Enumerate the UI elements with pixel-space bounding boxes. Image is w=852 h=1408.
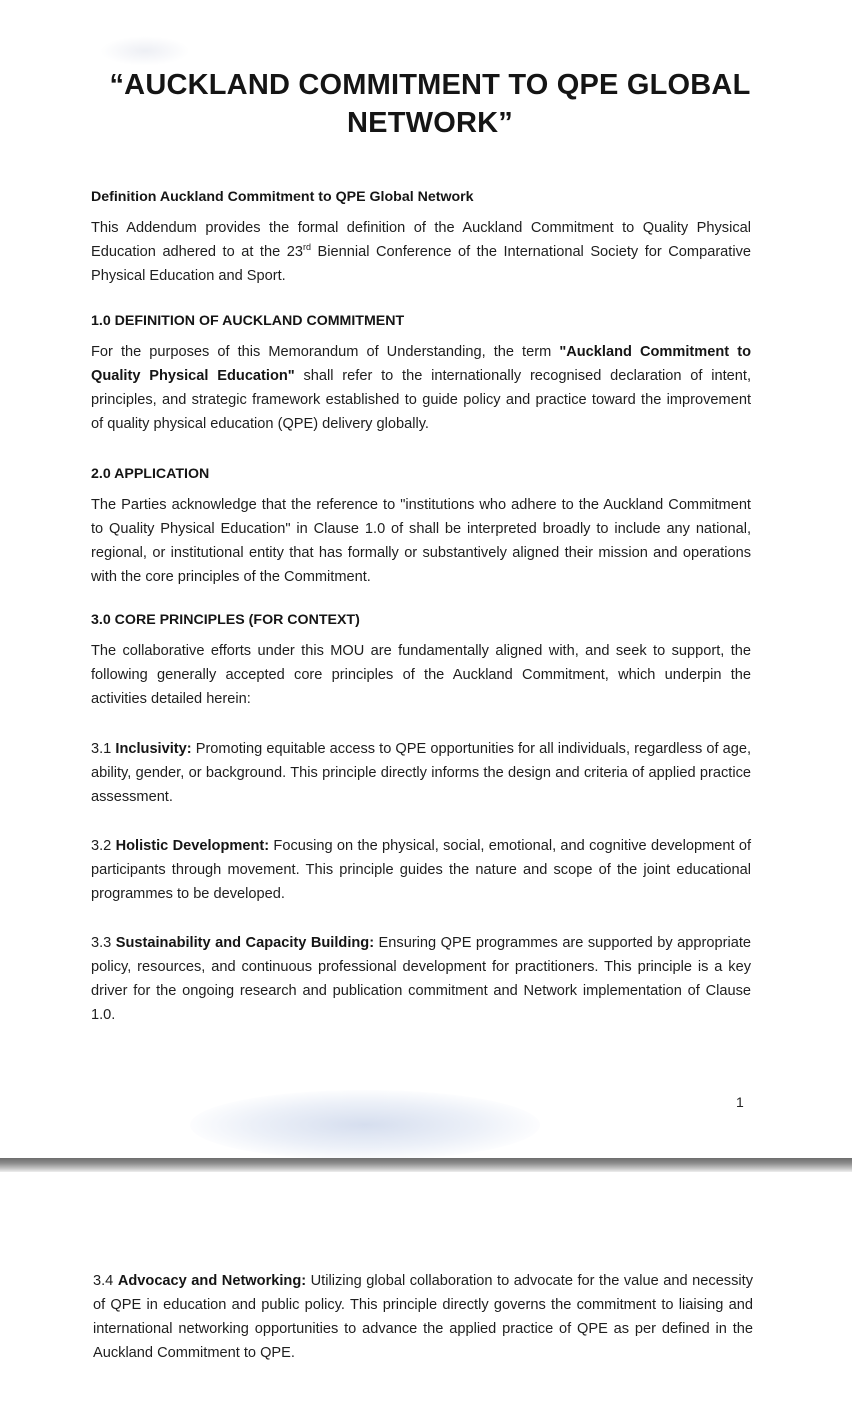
principle-3-4: 3.4 Advocacy and Networking: Utilizing global collaboration to advocate for the value and necessity of QPE in education and public policy. This principle directly governs the commitment to liaising and international networking opportunities to advance the applied practice of QPE as per defined in the Auckland Commitment to QPE.	[93, 1273, 753, 1361]
page-number: 1	[736, 1094, 744, 1110]
principle-3-1: 3.1 Inclusivity: Promoting equitable access to QPE opportunities for all individuals, regardless of age, ability, gender, or background. This principle directly informs the design and criteria of applied practice assessment.	[91, 741, 751, 805]
section-1-heading: 1.0 DEFINITION OF AUCKLAND COMMITMENT	[91, 313, 405, 329]
definition-paragraph: This Addendum provides the formal definition of the Auckland Commitment to Quality Physical Education adhered to at the 23rd Biennial Conference of the International Society for Comparative Physical Education and Sport.	[91, 220, 752, 284]
principle-3-2: 3.2 Holistic Development: Focusing on the physical, social, emotional, and cognitive development of participants through movement. This principle guides the nature and scope of the joint educational programmes to be developed.	[91, 838, 751, 902]
section-3	[91, 610, 751, 711]
scan-smudge	[100, 36, 190, 66]
section-1	[91, 311, 751, 436]
document-page-2	[0, 1172, 852, 1408]
section-1-paragraph: For the purposes of this Memorandum of Understanding, the term "Auckland Commitment to Quality Physical Education" shall refer to the internationally recognised declaration of intent, principles, and strategic framework established to guide policy and practice toward the improvement of quality physical education (QPE) delivery globally.	[91, 344, 751, 432]
page-divider	[0, 1158, 852, 1172]
section-2-heading: 2.0 APPLICATION	[91, 466, 210, 482]
section-3-intro: The collaborative efforts under this MOU are fundamentally aligned with, and seek to support, the following generally accepted core principles of the Auckland Commitment, which underpin the activities detailed herein:	[91, 643, 751, 707]
section-2-paragraph: The Parties acknowledge that the reference to "institutions who adhere to the Auckland Commitment to Quality Physical Education" in Clause 1.0 of shall be interpreted broadly to include any national, regional, or institutional entity that has formally or substantively aligned their mission and operations with the core principles of the Commitment.	[91, 497, 751, 585]
definition-heading: Definition Auckland Commitment to QPE Global Network	[91, 189, 474, 205]
principle-3-3: 3.3 Sustainability and Capacity Building: Ensuring QPE programmes are supported by appropriate policy, resources, and continuous professional development for practitioners. This principle is a key driver for the ongoing research and publication commitment and Network implementation of Clause 1.0.	[91, 935, 751, 1023]
document-title: “AUCKLAND COMMITMENT TO QPE GLOBAL NETWORK”	[109, 69, 751, 139]
section-3-heading: 3.0 CORE PRINCIPLES (FOR CONTEXT)	[91, 612, 360, 628]
scan-smudge	[190, 1090, 540, 1160]
definition-section	[91, 187, 751, 288]
defined-term: "Auckland Commitment to Quality Physical Education"	[91, 344, 751, 384]
superscript: rd	[302, 242, 311, 253]
section-2	[91, 464, 751, 589]
